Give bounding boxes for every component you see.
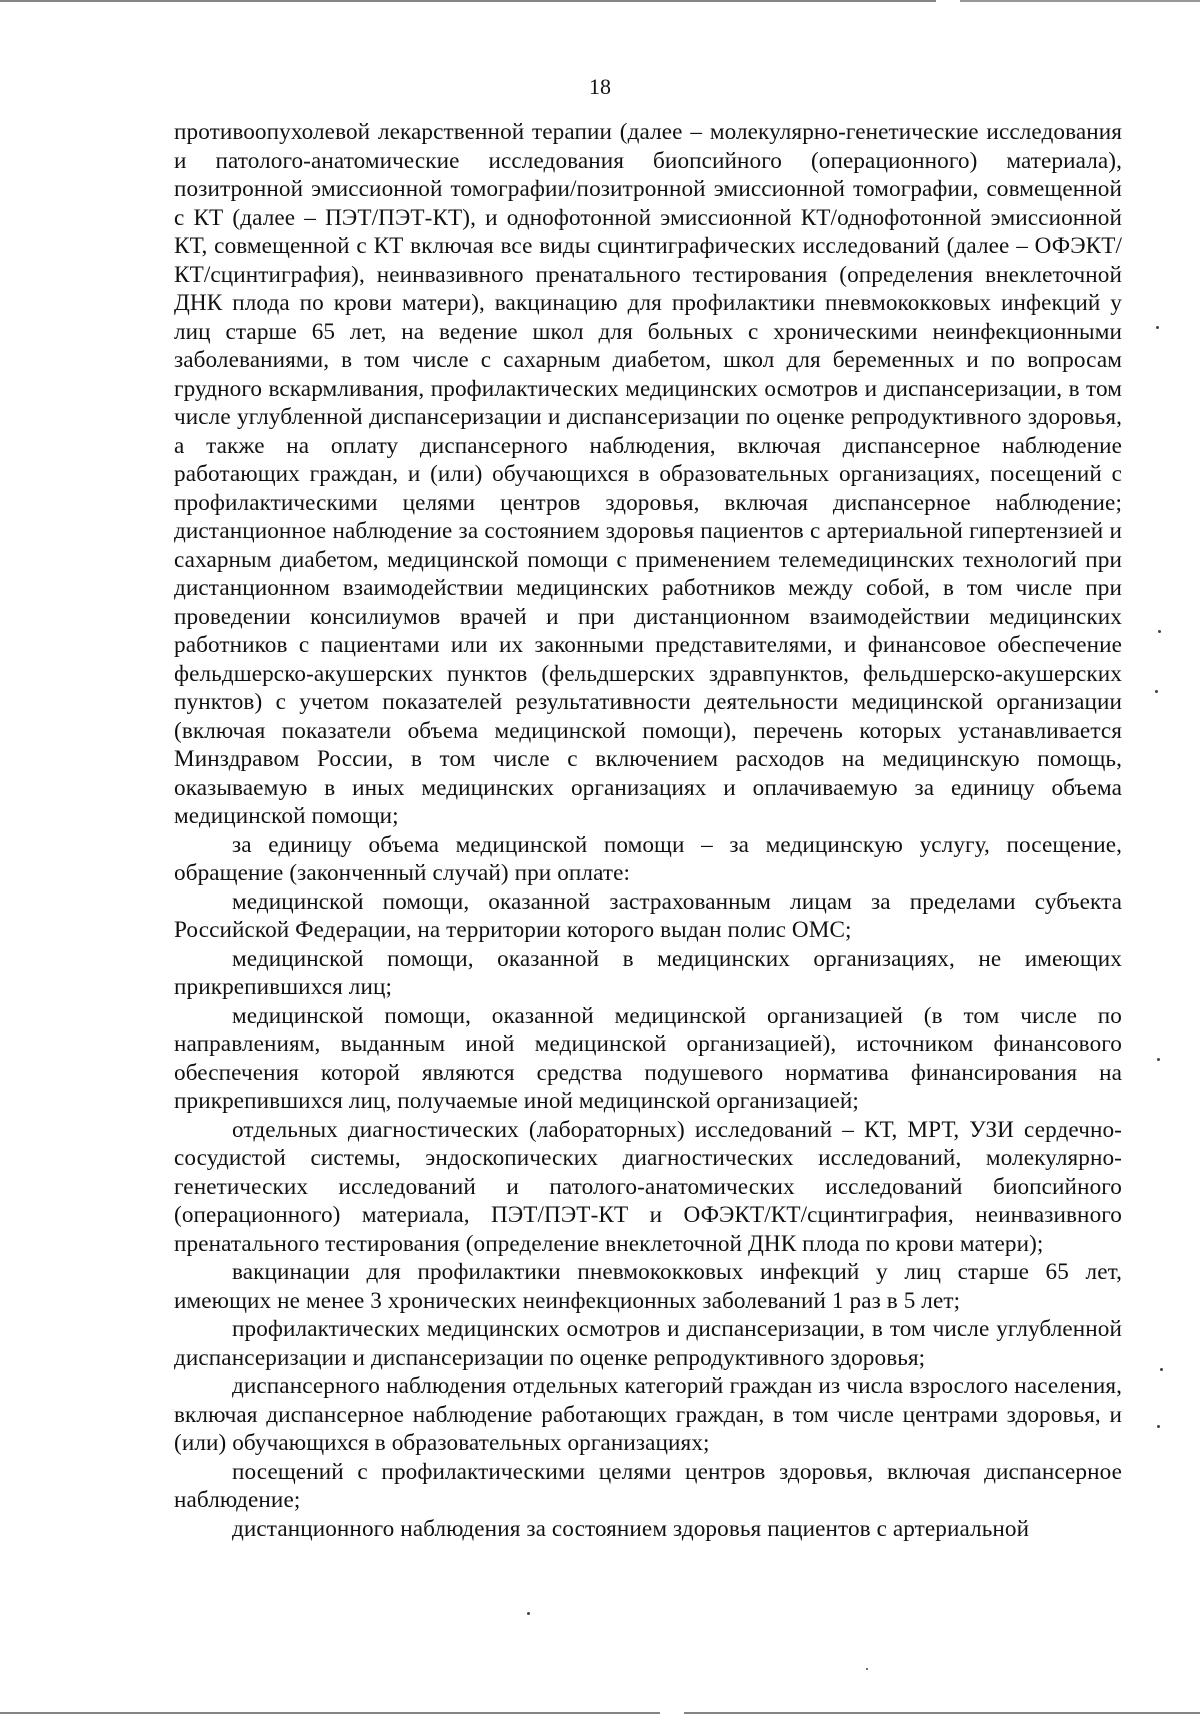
scan-speck	[1158, 630, 1161, 633]
paragraph-6: отдельных диагностических (лабораторных) исследований – КТ, МРТ, УЗИ сердечно-сосудистой системы, эндоскопических диагностических исследований, молекулярно-генетических исследований и патолого-анатомических исследований биопсийного (операционного) материала, ПЭТ/ПЭТ-КТ и ОФЭКТ/КТ/сцинтиграфия, неинвазивного пренатального тестирования (определение внеклеточной ДНК плода по крови матери);	[174, 1116, 1122, 1257]
paragraph-10: посещений с профилактическими целями центров здоровья, включая диспансерное наблюдение;	[174, 1458, 1122, 1513]
paragraph-7: вакцинации для профилактики пневмококковых инфекций у лиц старше 65 лет, имеющих не менее 3 хронических неинфекционных заболеваний 1 раз в 5 лет;	[174, 1259, 1122, 1314]
paragraph-3: медицинской помощи, оказанной застрахованным лицам за пределами субъекта Российской Федерации, на территории которого выдан полис ОМС;	[174, 888, 1122, 943]
scan-speck	[1160, 1368, 1163, 1371]
document-body	[174, 118, 1122, 1543]
paragraph-8: профилактических медицинских осмотров и диспансеризации, в том числе углубленной диспансеризации и диспансеризации по оценке репродуктивного здоровья;	[174, 1316, 1122, 1371]
scan-speck	[1156, 326, 1159, 329]
paragraph-2: за единицу объема медицинской помощи – за медицинскую услугу, посещение, обращение (законченный случай) при оплате:	[174, 831, 1122, 886]
scan-speck	[527, 1612, 530, 1615]
paragraph-11: дистанционного наблюдения за состоянием здоровья пациентов с артериальной	[232, 1515, 1030, 1542]
paragraph-5: медицинской помощи, оказанной медицинской организацией (в том числе по направлениям, выданным иной медицинской организацией), источником финансового обеспечения которой являются средства подушевого норматива финансирования на прикрепившихся лиц, получаемые иной медицинской организацией;	[174, 1002, 1122, 1114]
paragraph-9: диспансерного наблюдения отдельных категорий граждан из числа взрослого населения, включая диспансерное наблюдение работающих граждан, в том числе центрами здоровья, и (или) обучающихся в образовательных организациях;	[174, 1373, 1122, 1456]
page-number: 18	[589, 74, 611, 99]
scan-speck	[866, 1668, 868, 1670]
paragraph-1: противоопухолевой лекарственной терапии (далее – молекулярно-генетические исследования и патолого-анатомические исследования биопсийного (операционного) материала), позитронной эмиссионной томографии/позитронной эмиссионной томографии, совмещенной с КТ (далее – ПЭТ/ПЭТ-КТ), и однофотонной эмиссионной КТ/однофотонной эмиссионной КТ, совмещенной с КТ включая все виды сцинтиграфических исследований (далее – ОФЭКТ/КТ/сцинтиграфия), неинвазивного пренатального тестирования (определения внеклеточной ДНК плода по крови матери), вакцинацию для профилактики пневмококковых инфекций у лиц старше 65 лет, на ведение школ для больных с хроническими неинфекционными заболеваниями, в том числе с сахарным диабетом, школ для беременных и по вопросам грудного вскармливания, профилактических медицинских осмотров и диспансеризации, в том числе углубленной диспансеризации и диспансеризации по оценке репродуктивного здоровья, а также на оплату диспансерного наблюдения, включая диспансерное наблюдение работающих граждан, и (или) обучающихся в образовательных организациях, посещений с профилактическими целями центров здоровья, включая диспансерное наблюдение; дистанционное наблюдение за состоянием здоровья пациентов с артериальной гипертензией и сахарным диабетом, медицинской помощи с применением телемедицинских технологий при дистанционном взаимодействии медицинских работников между собой, в том числе при проведении консилиумов врачей и при дистанционном взаимодействии медицинских работников с пациентами или их законными представителями, и финансовое обеспечение фельдшерско-акушерских пунктов (фельдшерских здравпунктов, фельдшерско-акушерских пунктов) с учетом показателей результативности деятельности медицинской организации (включая показатели объема медицинской помощи), перечень которых устанавливается Минздравом России, в том числе с включением расходов на медицинскую помощь, оказываемую в иных медицинских организациях и оплачиваемую за единицу объема медицинской помощи;	[174, 119, 1122, 829]
scan-speck	[1155, 690, 1158, 693]
scan-top-edge	[0, 0, 1200, 2]
scan-speck	[1157, 1425, 1160, 1428]
scan-speck	[1157, 1058, 1160, 1061]
paragraph-4: медицинской помощи, оказанной в медицинских организациях, не имеющих прикрепившихся лиц;	[174, 945, 1122, 1000]
